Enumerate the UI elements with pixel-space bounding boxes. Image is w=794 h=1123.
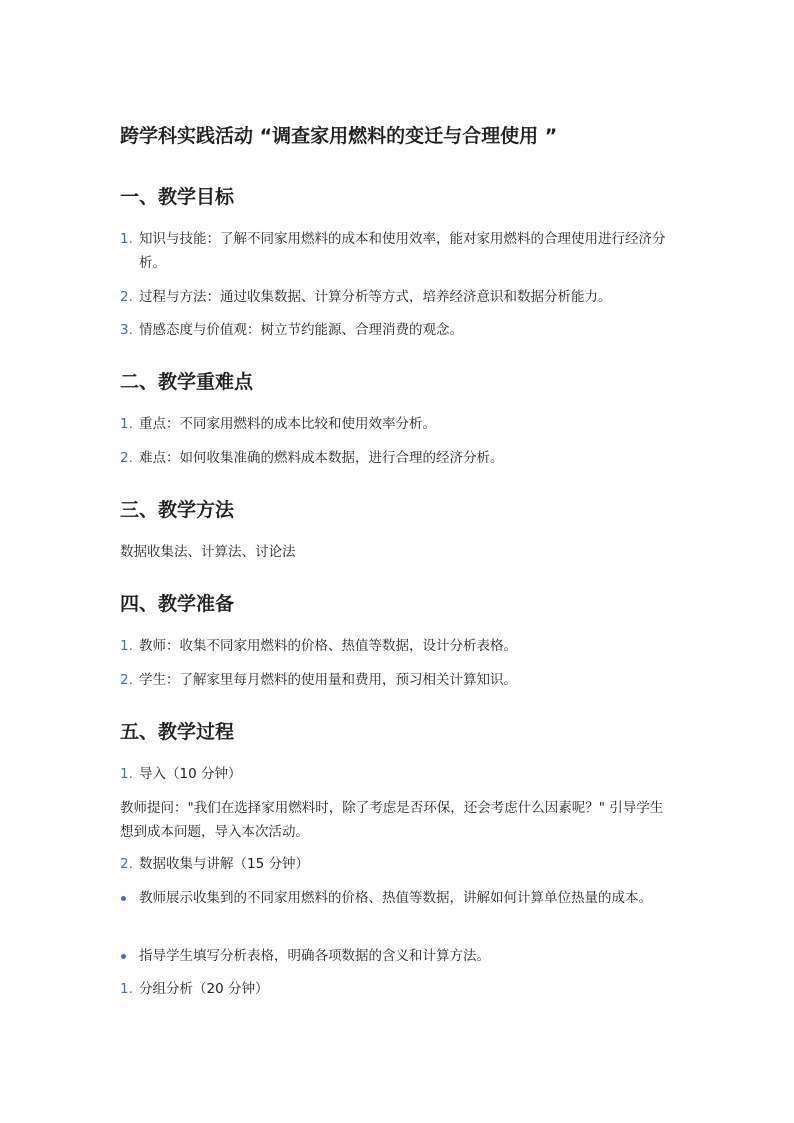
- section-heading-key-points: 二、教学重难点: [120, 371, 254, 393]
- objective-item-2: [120, 285, 676, 309]
- list-item-text: 重点：不同家用燃料的成本比较和使用效率分析。: [139, 416, 436, 432]
- list-item-text: 指导学生填写分析表格，明确各项数据的含义和计算方法。: [139, 948, 490, 964]
- bullet-icon: [121, 896, 126, 901]
- objective-item-3: [120, 318, 676, 342]
- process-step-intro: [120, 762, 676, 786]
- list-number: 1.: [120, 638, 133, 654]
- key-point-item-1: [120, 412, 676, 436]
- section-heading-objectives: 一、教学目标: [120, 186, 235, 208]
- list-number: 2.: [120, 450, 133, 466]
- list-item-text: 数据收集与讲解（15 分钟）: [139, 856, 309, 872]
- methods-paragraph: 数据收集法、计算法、讨论法: [120, 544, 296, 560]
- document-title: 跨学科实践活动 “调查家用燃料的变迁与合理使用 ”: [120, 125, 558, 147]
- preparation-item-1: [120, 634, 676, 658]
- process-bullet-2: [120, 944, 676, 968]
- list-number: 2.: [120, 672, 133, 688]
- section-heading-methods: 三、教学方法: [120, 499, 235, 521]
- list-item-text: 情感态度与价值观：树立节约能源、合理消费的观念。: [139, 322, 463, 338]
- list-number: 1.: [120, 231, 133, 247]
- list-item-text: 难点：如何收集准确的燃料成本数据，进行合理的经济分析。: [139, 450, 504, 466]
- section-heading-preparation: 四、教学准备: [120, 593, 235, 615]
- bullet-icon: [121, 954, 126, 959]
- list-item-text: 知识与技能：了解不同家用燃料的成本和使用效率，能对家用燃料的合理使用进行经济分析。: [139, 231, 666, 271]
- preparation-item-2: [120, 668, 676, 692]
- process-step-data: [120, 852, 676, 876]
- objective-item-1: [120, 227, 676, 275]
- list-number: 1.: [120, 416, 133, 432]
- list-item-text: 教师：收集不同家用燃料的价格、热值等数据，设计分析表格。: [139, 638, 517, 654]
- list-number: 2.: [120, 856, 133, 872]
- list-number: 1.: [120, 981, 133, 997]
- list-item-text: 过程与方法：通过收集数据、计算分析等方式，培养经济意识和数据分析能力。: [139, 289, 612, 305]
- list-number: 3.: [120, 322, 133, 338]
- process-bullet-1: [120, 886, 676, 910]
- key-point-item-2: [120, 446, 676, 470]
- list-item-text: 分组分析（20 分钟）: [139, 981, 269, 997]
- list-item-text: 教师展示收集到的不同家用燃料的价格、热值等数据，讲解如何计算单位热量的成本。: [139, 890, 652, 906]
- process-step-group: [120, 977, 676, 1001]
- list-number: 2.: [120, 289, 133, 305]
- list-item-text: 学生：了解家里每月燃料的使用量和费用，预习相关计算知识。: [139, 672, 517, 688]
- list-item-text: 导入（10 分钟）: [139, 766, 242, 782]
- process-intro-paragraph: 教师提问："我们在选择家用燃料时，除了考虑是否环保，还会考虑什么因素呢？" 引导学生想到成本问题，导入本次活动。: [120, 800, 664, 840]
- list-number: 1.: [120, 766, 133, 782]
- section-heading-process: 五、教学过程: [120, 721, 235, 743]
